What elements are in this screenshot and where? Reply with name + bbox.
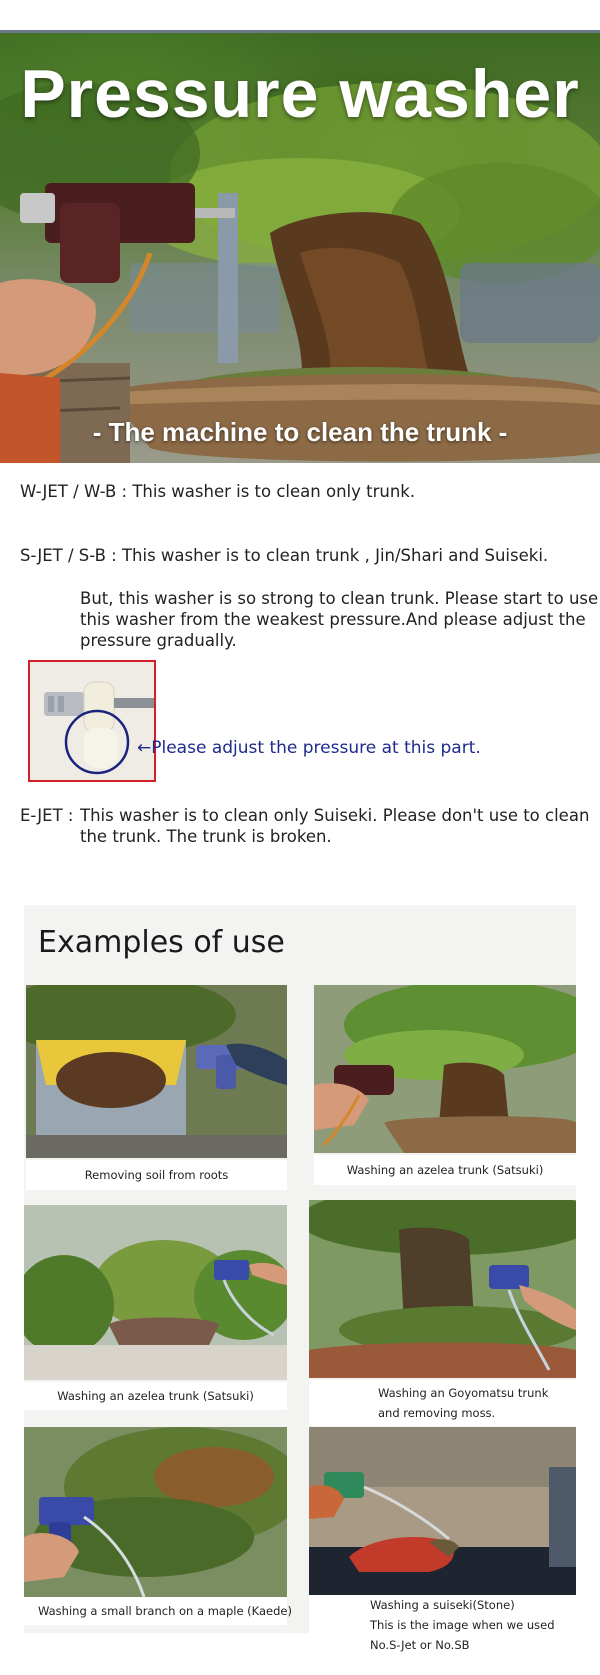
ejet-description-line: the trunk. The trunk is broken. — [80, 827, 332, 846]
example-caption: Removing soil from roots — [84, 1168, 229, 1182]
sjet-warning-line: pressure gradually. — [80, 631, 237, 650]
hero-title: Pressure washer — [20, 56, 580, 132]
sjet-warning-line: But, this washer is so strong to clean trunk. Please start to use — [80, 589, 599, 608]
wjet-description: W-JET / W-B : This washer is to clean only trunk. — [20, 482, 416, 501]
example-caption: Washing a suiseki(Stone) — [370, 1598, 515, 1612]
example-caption: and removing moss. — [378, 1406, 496, 1420]
example-photo-maple-branch — [24, 1427, 287, 1597]
ejet-description-line: This washer is to clean only Suiseki. Please don't use to clean — [80, 806, 590, 825]
example-photo-azalea-trunk-2 — [24, 1205, 287, 1380]
example-photo-azalea-trunk-1 — [314, 985, 576, 1153]
example-photo-suiseki — [309, 1427, 576, 1595]
example-caption: This is the image when we used — [370, 1618, 555, 1632]
pressure-part-photo — [28, 660, 156, 782]
ejet-label: E-JET : — [20, 806, 74, 825]
pressure-adjust-note: ←Please adjust the pressure at this part. — [137, 738, 481, 758]
hero-subtitle: - The machine to clean the trunk - — [92, 417, 508, 447]
example-caption: Washing an Goyomatsu trunk — [378, 1386, 549, 1400]
examples-panel — [24, 905, 576, 1633]
sjet-warning-line: this washer from the weakest pressure.And please adjust the — [80, 610, 586, 629]
example-photo-goyomatsu — [309, 1200, 576, 1378]
example-caption: Washing a small branch on a maple (Kaede) — [38, 1604, 292, 1618]
example-caption: Washing an azelea trunk (Satsuki) — [57, 1389, 254, 1403]
hero-banner — [0, 33, 600, 463]
pressure-knob-illustration — [30, 662, 154, 780]
example-caption: Washing an azelea trunk (Satsuki) — [346, 1163, 544, 1177]
examples-title: Examples of use — [38, 925, 285, 960]
example-photo-roots — [26, 985, 287, 1158]
sjet-description: S-JET / S-B : This washer is to clean trunk , Jin/Shari and Suiseki. — [20, 546, 549, 565]
example-caption: No.S-Jet or No.SB — [370, 1638, 470, 1652]
